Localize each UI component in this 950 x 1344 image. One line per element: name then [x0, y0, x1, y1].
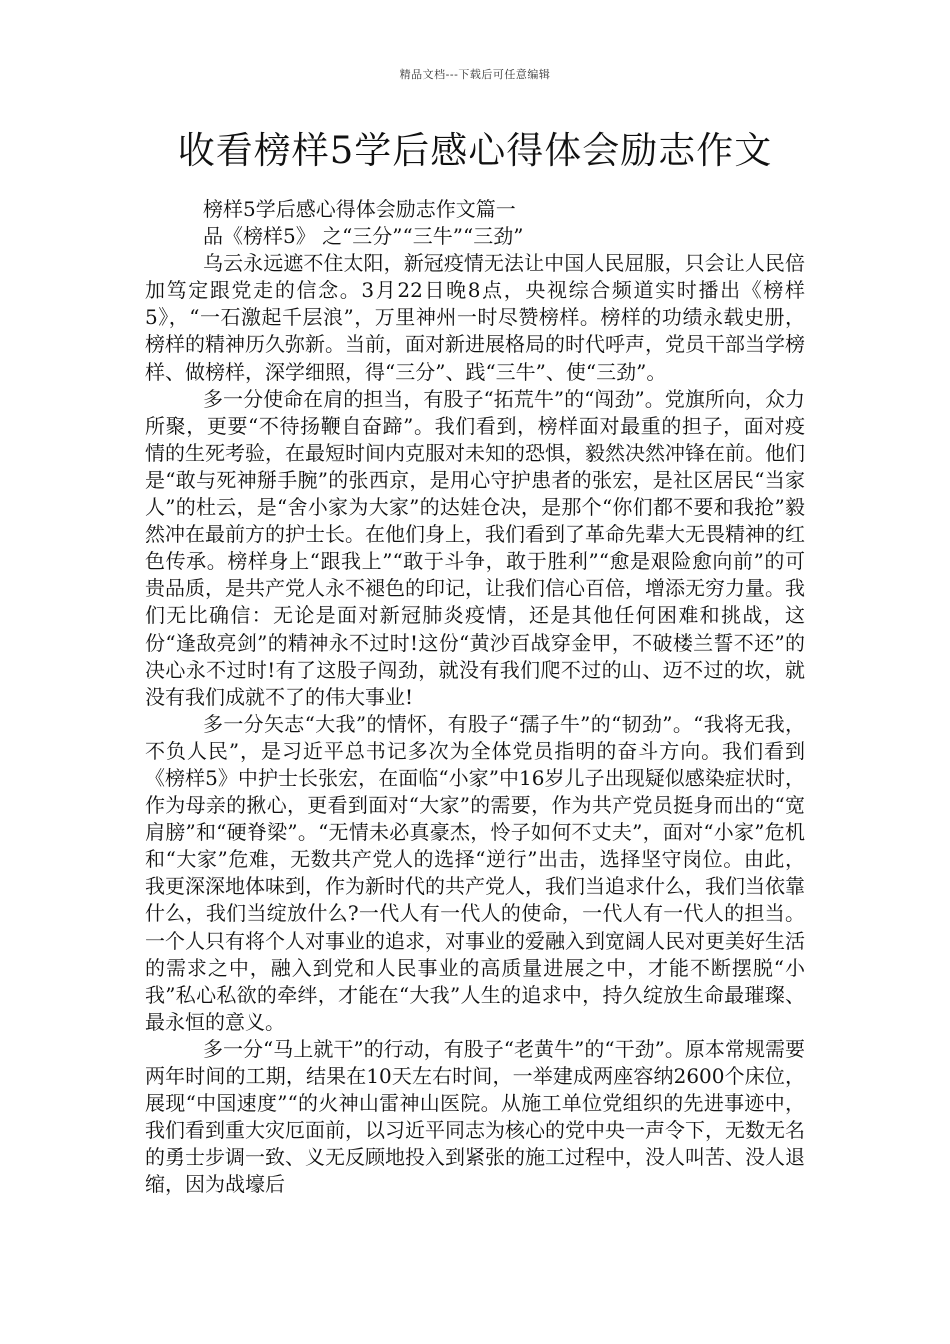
- paragraph-1: 乌云永远遮不住太阳，新冠疫情无法让中国人民屈服，只会让人民倍加笃定跟党走的信念。3月22日晚8点，央视综合频道实时播出《榜样5》，“一石激起千层浪”，万里神州一时尽赞榜样。榜样的功绩永载史册，榜样的精神历久弥新。当前，面对新进展格局的时代呼声，党员干部当学榜样、做榜样，深学细照，得“三分”、践“三牛”、使“三劲”。: [145, 251, 805, 384]
- paragraph-3: 多一分矢志“大我”的情怀，有股子“孺子牛”的“韧劲”。“我将无我，不负人民”，是习近平总书记多次为全体党员指明的奋斗方向。我们看到《榜样5》中护士长张宏，在面临“小家”中16岁儿子出现疑似感染症状时，作为母亲的揪心，更看到面对“大家”的需要，作为共产党员挺身而出的“宽肩膀”和“硬脊梁”。“无情未必真豪杰，怜子如何不丈夫”，面对“小家”危机和“大家”危难，无数共产党人的选择“逆行”出击，选择坚守岗位。由此，我更深深地体味到，作为新时代的共产党人，我们当追求什么，我们当依靠什么，我们当绽放什么?一代人有一代人的使命，一代人有一代人的担当。一个人只有将个人对事业的追求，对事业的爱融入到宽阔人民对更美好生活的需求之中，融入到党和人民事业的高质量进展之中，才能不断摆脱“小我”私心私欲的牵绊，才能在“大我”人生的追求中，持久绽放生命最璀璨、最永恒的意义。: [145, 711, 805, 1034]
- document-title: 收看榜样5学后感心得体会励志作文: [177, 129, 773, 172]
- paragraph-4: 多一分“马上就干”的行动，有股子“老黄牛”的“干劲”。原本常规需要两年时间的工期，结果在10天左右时间，一举建成两座容纳2600个床位，展现“中国速度”“的火神山雷神山医院。从施工单位党组织的先进事迹中，我们看到重大灾厄面前，以习近平同志为核心的党中央一声令下，无数无名的勇士步调一致、义无反顾地投入到紧张的施工过程中，没人叫苦、没人退缩，因为战壕后: [145, 1036, 805, 1197]
- paragraph-2: 多一分使命在肩的担当，有股子“拓荒牛”的“闯劲”。党旗所向，众力所聚，更要“不待扬鞭自奋蹄”。我们看到，榜样面对最重的担子，面对疫情的生死考验，在最短时间内克服对未知的恐惧，毅然决然冲锋在前。他们是“敢与死神掰手腕”的张西京，是用心守护患者的张宏，是社区居民“当家人”的杜云，是“舍小家为大家”的达娃仓决，是那个“你们都不要和我抢”毅然冲在最前方的护士长。在他们身上，我们看到了革命先辈大无畏精神的红色传承。榜样身上“跟我上”“敢于斗争，敢于胜利”“愈是艰险愈向前”的可贵品质，是共产党人永不褪色的印记，让我们信心百倍，增添无穷力量。我们无比确信：无论是面对新冠肺炎疫情，还是其他任何困难和挑战，这份“逢敌亮剑”的精神永不过时!这份“黄沙百战穿金甲，不破楼兰誓不还”的决心永不过时!有了这股子闯劲，就没有我们爬不过的山、迈不过的坎，就没有我们成就不了的伟大事业!: [145, 386, 805, 709]
- section-subtitle: 榜样5学后感心得体会励志作文篇一: [203, 197, 516, 221]
- document-body: [145, 196, 805, 1198]
- section-subheading: 品《榜样5》 之“三分”“三牛”“三劲”: [203, 224, 524, 249]
- page-header-note: 精品文档---下载后可任意编辑: [399, 68, 551, 81]
